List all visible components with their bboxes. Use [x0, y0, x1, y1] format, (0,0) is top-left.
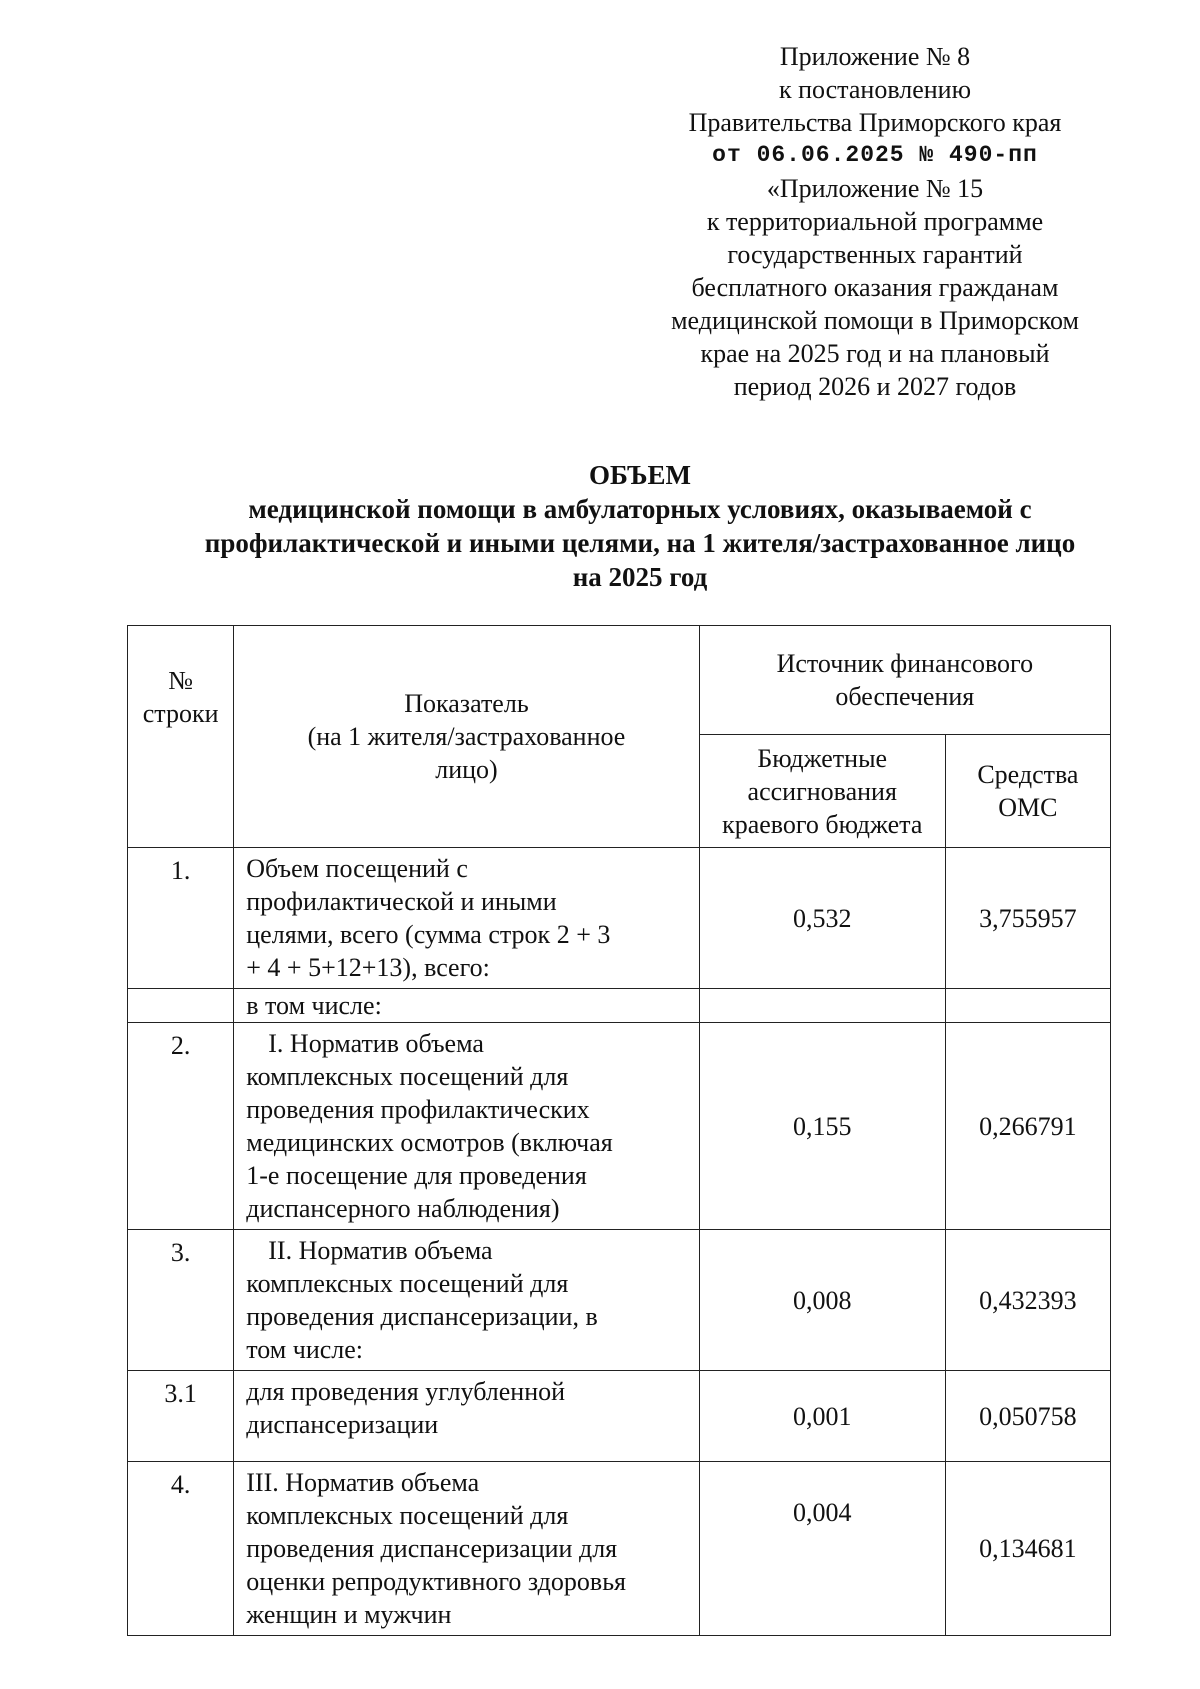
- row-budget-value: 0,008: [699, 1230, 945, 1371]
- title-line: на 2025 год: [572, 562, 708, 592]
- indicator-line: диспансерного наблюдения): [246, 1194, 560, 1223]
- indicator-line: I. Норматив объема: [268, 1029, 484, 1058]
- header-text: ассигнования: [747, 776, 897, 806]
- header-line: Правительства Приморского края: [688, 108, 1062, 137]
- row-indicator: [234, 989, 699, 1023]
- indicator-line: целями, всего (сумма строк 2 + 3: [246, 920, 611, 949]
- row-number: 4.: [128, 1462, 234, 1636]
- title-line: профилактической и иными целями, на 1 жителя/застрахованное лицо: [204, 528, 1076, 558]
- header-line: к территориальной программе: [706, 207, 1044, 236]
- row-budget-value: 0,004: [699, 1462, 945, 1636]
- header-line: к постановлению: [778, 75, 972, 104]
- table-row: [128, 1230, 1111, 1371]
- header-text: лицо): [435, 755, 498, 784]
- row-budget-value: 0,155: [699, 1023, 945, 1230]
- header-line: «Приложение № 15: [766, 174, 984, 203]
- header-line: крае на 2025 год и на плановый: [700, 339, 1050, 368]
- row-number: 1.: [128, 848, 234, 989]
- row-budget-value: 0,532: [699, 848, 945, 989]
- header-oms-funds: [945, 735, 1110, 848]
- appendix-header: [640, 40, 1110, 403]
- row-number: [128, 989, 234, 1023]
- table-row: [128, 1023, 1111, 1230]
- indicator-line: проведения профилактических: [246, 1095, 590, 1124]
- volume-table: [127, 625, 1111, 1636]
- indicator-line: проведения диспансеризации для: [246, 1534, 618, 1563]
- row-oms-value: 0,432393: [945, 1230, 1110, 1371]
- header-text: ОМС: [998, 793, 1058, 822]
- header-indicator: [234, 626, 699, 848]
- header-text: Источник финансового: [776, 649, 1034, 678]
- indicator-line: + 4 + 5+12+13), всего:: [246, 953, 490, 982]
- row-oms-value: [945, 989, 1110, 1023]
- header-text: Средства: [977, 760, 1079, 789]
- row-oms-value: 0,134681: [945, 1462, 1110, 1636]
- indicator-line: комплексных посещений для: [246, 1501, 569, 1530]
- header-text: (на 1 жителя/застрахованное: [307, 722, 626, 751]
- row-budget-value: 0,001: [699, 1371, 945, 1462]
- row-indicator: [234, 848, 699, 989]
- indicator-line: комплексных посещений для: [246, 1269, 569, 1298]
- indicator-line: диспансеризации: [246, 1410, 439, 1439]
- header-line: Приложение № 8: [779, 42, 971, 71]
- header-line: бесплатного оказания гражданам: [691, 273, 1059, 302]
- row-number: 2.: [128, 1023, 234, 1230]
- header-text: строки: [142, 699, 219, 728]
- indicator-line: Объем посещений с: [246, 854, 468, 883]
- indicator-line: II. Норматив объема: [268, 1236, 493, 1265]
- row-indicator: [234, 1462, 699, 1636]
- header-text: краевого бюджета: [722, 809, 923, 839]
- row-budget-value: [699, 989, 945, 1023]
- header-text: №: [168, 666, 194, 695]
- indicator-line: в том числе:: [246, 991, 382, 1020]
- indicator-line: женщин и мужчин: [246, 1600, 452, 1629]
- table-row: [128, 1462, 1111, 1636]
- row-indicator: [234, 1371, 699, 1462]
- table-row: [128, 1371, 1111, 1462]
- row-oms-value: 0,050758: [945, 1371, 1110, 1462]
- header-text: Бюджетные: [757, 743, 888, 773]
- header-row-number: [128, 626, 234, 848]
- header-regional-budget: [699, 735, 945, 848]
- table-row: [128, 989, 1111, 1023]
- header-text: обеспечения: [835, 682, 975, 711]
- indicator-line: оценки репродуктивного здоровья: [246, 1567, 627, 1596]
- indicator-line: профилактической и иными: [246, 887, 557, 916]
- indicator-line: том числе:: [246, 1335, 364, 1364]
- row-number: 3.: [128, 1230, 234, 1371]
- header-funding-source: [699, 626, 1110, 735]
- header-line: период 2026 и 2027 годов: [733, 372, 1017, 401]
- indicator-line: 1-е посещение для проведения: [246, 1161, 587, 1190]
- indicator-line: комплексных посещений для: [246, 1062, 569, 1091]
- row-oms-value: 0,266791: [945, 1023, 1110, 1230]
- indicator-line: III. Норматив объема: [246, 1468, 480, 1497]
- document-title: [100, 458, 1180, 594]
- indicator-line: проведения диспансеризации, в: [246, 1302, 598, 1331]
- row-oms-value: 3,755957: [945, 848, 1110, 989]
- table-row: [128, 848, 1111, 989]
- row-indicator: [234, 1230, 699, 1371]
- decree-date-number: от 06.06.2025 № 490-пп: [712, 142, 1038, 168]
- title-line: ОБЪЕМ: [589, 460, 691, 490]
- title-line: медицинской помощи в амбулаторных условиях, оказываемой с: [248, 494, 1032, 524]
- indicator-line: для проведения углубленной: [246, 1377, 566, 1406]
- indicator-line: медицинских осмотров (включая: [246, 1128, 613, 1157]
- header-text: Показатель: [404, 689, 529, 718]
- header-line: государственных гарантий: [727, 240, 1023, 269]
- header-line: медицинской помощи в Приморском: [671, 306, 1079, 335]
- row-number: 3.1: [128, 1371, 234, 1462]
- row-indicator: [234, 1023, 699, 1230]
